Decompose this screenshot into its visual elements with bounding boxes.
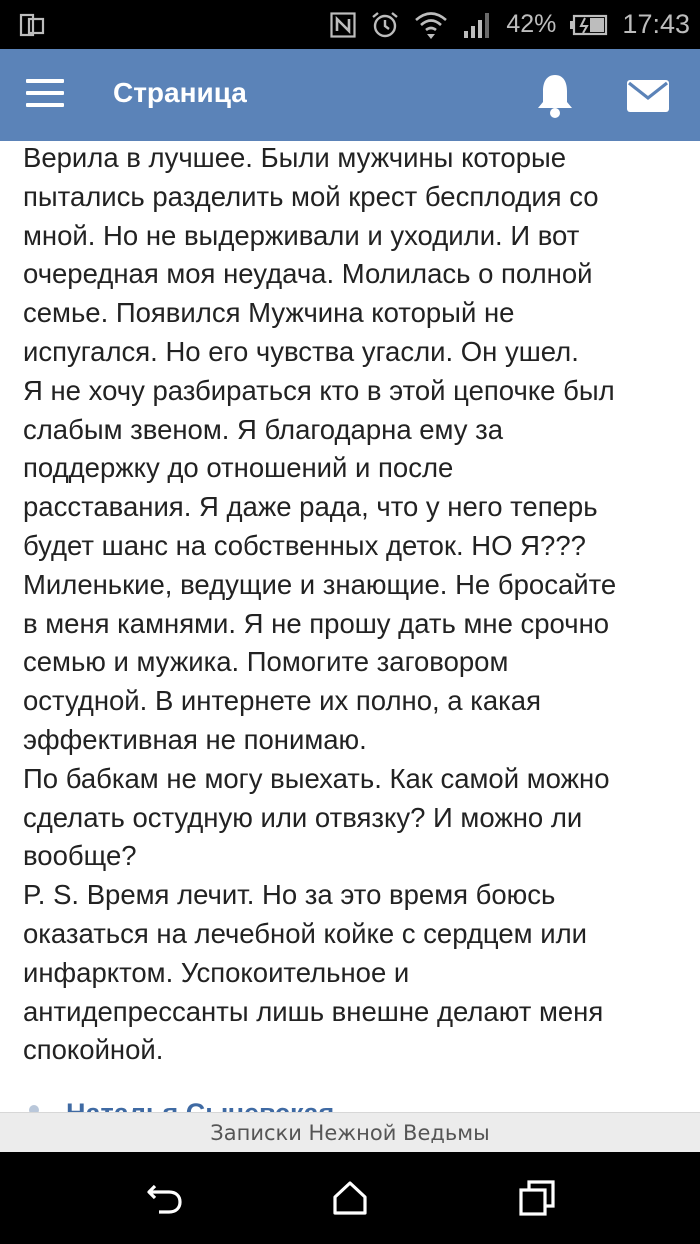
post-line: семье. Появился Мужчина который не [23,297,515,329]
system-nav-bar [0,1152,700,1244]
home-icon[interactable] [330,1178,370,1218]
post-content [0,141,700,1110]
post-line: мной. Но не выдерживали и уходили. И вот [23,219,580,251]
post-line: сделать остудную или отвязку? И можно ли [23,801,583,833]
recents-icon[interactable] [517,1178,557,1218]
screen-cast-icon [18,11,46,39]
post-line: Верила в лучшее. Были мужчины которые [23,142,567,173]
post-line: Я не хочу разбираться кто в этой цепочке был [23,374,615,406]
post-line: По бабкам не могу выехать. Как самой можно [23,762,610,794]
post-line: пытались разделить мой крест бесплодия со [23,180,599,212]
post-line: испугался. Но его чувства угасли. Он ушел. [23,335,579,367]
post-line: расставания. Я даже рада, что у него теперь [23,491,598,523]
watermark-caption: Записки Нежной Ведьмы [0,1112,700,1152]
nfc-icon [330,12,356,38]
clock: 17:43 [622,9,690,39]
post-line: слабым звеном. Я благодарна ему за [23,413,504,445]
battery-percent: 42% [506,10,557,38]
page-title: Страница [113,77,247,108]
mail-icon[interactable] [626,79,670,113]
back-icon[interactable] [145,1178,185,1218]
post-line: инфарктом. Успокоительное и [23,956,410,988]
post-line: остудной. В интернете их полно, а какая [23,685,541,717]
alarm-icon [370,10,400,40]
post-line: эффективная не понимаю. [23,723,367,755]
post-line: вообще? [23,840,137,872]
post-line: очередная моя неудача. Молилась о полной [23,258,593,290]
status-bar [0,0,700,49]
post-line: P. S. Время лечит. Но за это время боюсь [23,879,556,911]
app-bar [0,49,700,141]
post-line: будет шанс на собственных деток. НО Я??? [23,529,586,561]
post-body [23,139,678,1070]
signal-icon [462,11,492,39]
menu-icon[interactable] [26,79,66,111]
bell-icon[interactable] [535,71,575,119]
post-line: Миленькие, ведущие и знающие. Не бросайте [23,568,617,600]
post-line: семью и мужика. Помогите заговором [23,646,509,678]
post-line: антидепрессанты лишь внешне делают меня [23,995,604,1027]
wifi-icon [414,10,448,40]
post-line: спокойной. [23,1034,164,1066]
post-line: поддержку до отношений и после [23,452,454,484]
post-line: в меня камнями. Я не прошу дать мне срочно [23,607,610,639]
battery-charging-icon [570,14,608,36]
post-line: оказаться на лечебной койке с сердцем или [23,917,587,949]
